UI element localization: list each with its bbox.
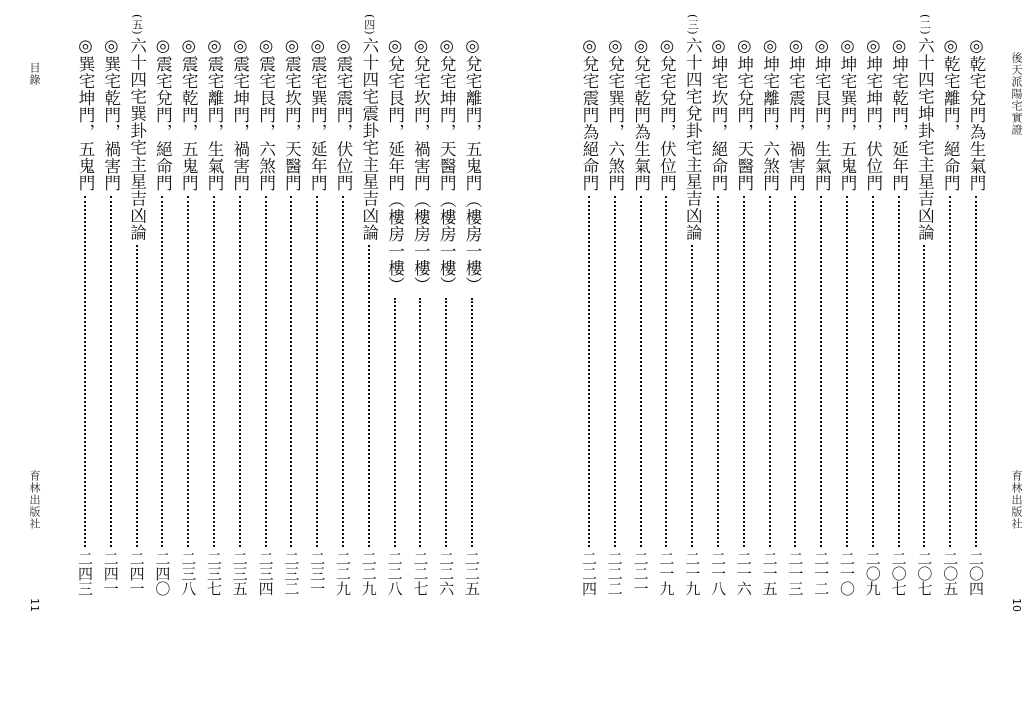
publisher-label: 育林出版社 <box>28 470 41 530</box>
toc-page-number: 二四三 <box>76 551 94 596</box>
dot-leader <box>820 196 822 548</box>
dot-leader <box>445 298 447 548</box>
toc-entry-title: ◎坤宅兌門，天醫門 <box>734 36 754 192</box>
dot-leader <box>187 196 189 548</box>
section-title: 六十四宅坤卦宅主星吉凶論 <box>915 37 935 242</box>
toc-entry <box>887 36 911 596</box>
toc-entry-title <box>680 14 704 241</box>
publisher-label: 育林出版社 <box>1010 470 1023 530</box>
toc-page-number: 二二八 <box>385 551 404 596</box>
toc-entry-title: ◎兌宅離門，五鬼門（樓房一樓） <box>463 36 482 294</box>
toc-page-number: 二一八 <box>709 551 727 596</box>
dot-leader <box>975 196 977 548</box>
toc-page-number: 二三一 <box>308 551 327 596</box>
toc-page-number: 二二一 <box>631 551 650 596</box>
dot-leader <box>717 196 719 548</box>
toc-entry <box>383 36 407 596</box>
toc-page-number: 二二九 <box>359 551 378 596</box>
toc-entry-title: ◎震宅乾門，五鬼門 <box>179 36 199 192</box>
toc-entry <box>408 36 432 596</box>
toc-entry-title: ◎坤宅巽門，五鬼門 <box>838 36 857 192</box>
toc-entry-title: ◎震宅艮門，六煞門 <box>256 36 276 192</box>
toc-entry <box>460 36 484 596</box>
toc-entry <box>732 36 756 596</box>
toc-entry-title: ◎震宅離門，生氣門 <box>205 36 224 192</box>
toc-section-heading <box>357 14 381 596</box>
toc-entry-title: ◎震宅兌門，絕命門 <box>153 36 173 192</box>
dot-leader <box>743 196 745 548</box>
toc-entry-title <box>357 14 381 241</box>
toc-entry <box>783 36 807 596</box>
toc-entry-title: ◎乾宅兌門為生氣門 <box>967 36 986 192</box>
toc-entry <box>150 36 174 596</box>
toc-entry-title: ◎兌宅坎門，禍害門（樓房一樓） <box>411 36 431 294</box>
toc-entry <box>758 36 782 596</box>
toc-page-number: 二三二 <box>282 551 301 596</box>
toc-page-number: 二一九 <box>683 551 702 596</box>
dot-leader <box>923 245 925 547</box>
toc-entry-title: ◎乾宅離門，絕命門 <box>941 36 961 192</box>
toc-entry-title: ◎坤宅坤門，伏位門 <box>863 36 883 192</box>
toc-page-number: 二二七 <box>411 551 430 596</box>
dot-leader <box>588 196 590 548</box>
toc-page-number: 二四一 <box>127 551 146 596</box>
toc-page-number: 二一五 <box>760 551 779 596</box>
toc-page-number: 二三八 <box>179 551 198 596</box>
dot-leader <box>898 196 900 548</box>
dot-leader <box>213 196 215 548</box>
dot-leader <box>394 298 396 548</box>
dot-leader <box>471 298 473 548</box>
dot-leader <box>769 196 771 548</box>
page-number: 10 <box>1010 598 1023 612</box>
toc-entry-title: ◎坤宅乾門，延年門 <box>889 36 909 192</box>
toc-entry <box>99 36 123 596</box>
toc-page-number: 二三四 <box>256 551 275 596</box>
toc-section-heading <box>680 14 704 596</box>
toc-page-number: 二三五 <box>230 551 249 596</box>
toc-entry <box>254 36 278 596</box>
dot-leader <box>110 196 112 548</box>
dot-leader <box>614 196 616 548</box>
dot-leader <box>84 196 86 548</box>
section-title: 六十四宅兌卦宅主星吉凶論 <box>683 37 703 242</box>
toc-page-number: 二〇七 <box>915 551 934 596</box>
section-number: (五) <box>130 14 144 36</box>
dot-leader <box>316 196 318 548</box>
section-label: 目錄 <box>28 62 41 86</box>
toc-page-number: 二二六 <box>437 551 456 596</box>
right-page <box>520 0 1025 714</box>
toc-page-number: 二〇四 <box>967 551 985 596</box>
toc-entry-title: ◎兌宅乾門為生氣門 <box>631 36 651 192</box>
toc-entry-title: ◎兌宅艮門，延年門（樓房一樓） <box>385 36 405 294</box>
dot-leader <box>691 245 693 547</box>
toc-entry <box>577 36 601 596</box>
toc-entry-title: ◎兌宅巽門，六煞門 <box>605 36 625 192</box>
toc-entry <box>202 36 226 596</box>
dot-leader <box>239 196 241 548</box>
toc-page-number: 二〇五 <box>941 551 960 596</box>
toc-page-number: 二一二 <box>812 551 831 596</box>
left-page <box>0 0 505 714</box>
toc-page-number: 二一三 <box>786 551 805 596</box>
toc-entry-title: ◎坤宅坎門，絕命門 <box>709 36 728 192</box>
toc-page-number: 二〇七 <box>889 551 908 596</box>
toc-entry <box>603 36 627 596</box>
toc-page-number: 二三七 <box>205 551 223 596</box>
toc-section-heading <box>125 14 149 596</box>
toc-entry <box>305 36 329 596</box>
dot-leader <box>872 196 874 548</box>
section-title: 六十四宅震卦宅主星吉凶論 <box>359 37 379 242</box>
toc-entry <box>835 36 859 596</box>
toc-entry <box>176 36 200 596</box>
toc-entry-title: ◎震宅坤門，禍害門 <box>230 36 250 192</box>
toc-entry-title: ◎坤宅離門，六煞門 <box>760 36 780 192</box>
toc-entry-title <box>912 14 936 241</box>
toc-entry <box>938 36 962 596</box>
section-number: (四) <box>362 14 376 36</box>
toc-entry-title: ◎兌宅兌門，伏位門 <box>657 36 677 192</box>
toc-entry-title: ◎兌宅坤門，天醫門（樓房一樓） <box>437 36 457 294</box>
toc-entry-title: ◎坤宅震門，禍害門 <box>786 36 806 192</box>
toc-page-number: 二〇九 <box>863 551 882 596</box>
toc-entry-title: ◎震宅巽門，延年門 <box>308 36 328 192</box>
toc-page-number: 二一九 <box>657 551 676 596</box>
book-title: 後天派陽宅實證 <box>1010 52 1023 136</box>
dot-leader <box>794 196 796 548</box>
toc-entry-title: ◎震宅坎門，天醫門 <box>282 36 302 192</box>
toc-entry <box>964 36 988 596</box>
toc-entry <box>706 36 730 596</box>
toc-entry-title: ◎兌宅震門為絕命門 <box>580 36 599 192</box>
dot-leader <box>265 196 267 548</box>
toc-page-number: 二二九 <box>334 551 352 596</box>
toc-entry-title: ◎震宅震門，伏位門 <box>334 36 353 192</box>
toc-page-number: 二一六 <box>734 551 753 596</box>
toc-page-number: 二四一 <box>101 551 120 596</box>
section-number: (二) <box>918 14 932 36</box>
section-title: 六十四宅巽卦宅主星吉凶論 <box>127 37 147 242</box>
toc-page-number: 二二四 <box>580 551 598 596</box>
toc-entry <box>629 36 653 596</box>
page-number: 11 <box>28 598 41 612</box>
toc-entry <box>331 36 355 596</box>
dot-leader <box>846 196 848 548</box>
dot-leader <box>368 245 370 547</box>
toc-entry <box>73 36 97 596</box>
toc-entry <box>228 36 252 596</box>
dot-leader <box>161 196 163 548</box>
toc-entry <box>434 36 458 596</box>
toc-entry <box>654 36 678 596</box>
toc-page-number: 二四〇 <box>153 551 172 596</box>
toc-page-number: 二一〇 <box>838 551 856 596</box>
toc-entry-title: ◎巽宅乾門，禍害門 <box>101 36 121 192</box>
section-number: (三) <box>686 14 700 36</box>
dot-leader <box>949 196 951 548</box>
toc-entry-title: ◎巽宅坤門，五鬼門 <box>76 36 95 192</box>
toc-entry-title <box>125 14 149 241</box>
dot-leader <box>419 298 421 548</box>
dot-leader <box>665 196 667 548</box>
dot-leader <box>136 245 138 547</box>
toc-entry-title: ◎坤宅艮門，生氣門 <box>812 36 832 192</box>
toc-page-number: 二二五 <box>463 551 481 596</box>
dot-leader <box>290 196 292 548</box>
dot-leader <box>342 196 344 548</box>
toc-entry <box>279 36 303 596</box>
toc-entry <box>861 36 885 596</box>
toc-section-heading <box>912 14 936 596</box>
toc-entry <box>809 36 833 596</box>
dot-leader <box>640 196 642 548</box>
toc-page-number: 二二二 <box>605 551 624 596</box>
